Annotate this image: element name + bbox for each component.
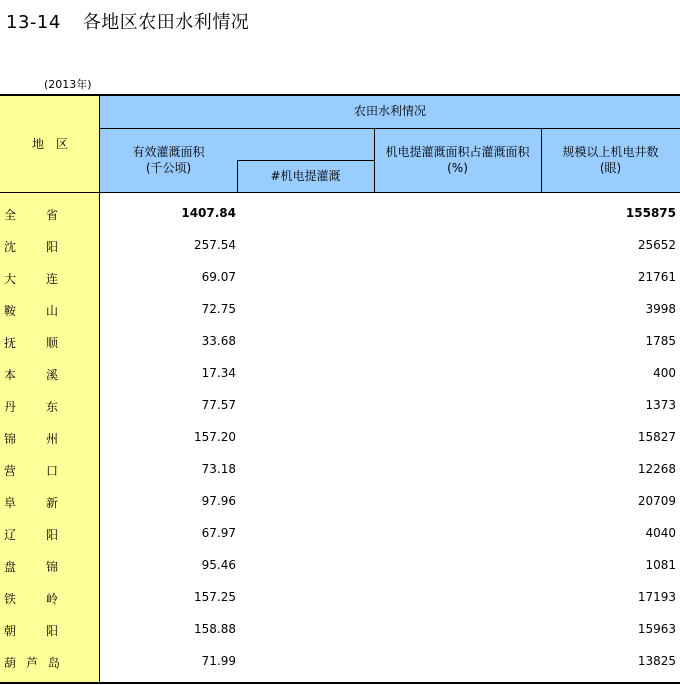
region-char: 锦 (45, 560, 58, 574)
irrigated-area-value: 73.18 (201, 462, 236, 476)
table-number: 13-14 (6, 12, 61, 33)
header-divider (100, 128, 680, 129)
region-char: 芦 (25, 656, 38, 670)
well-count-value: 15827 (637, 430, 676, 444)
irrigated-area-value: 69.07 (201, 270, 236, 284)
table-row (0, 518, 680, 550)
table-row (0, 582, 680, 614)
irrigated-area-value: 157.20 (194, 430, 236, 444)
well-count-value: 17193 (637, 590, 676, 604)
region-char: 葫 (4, 656, 17, 670)
region-char: 大 (4, 272, 17, 286)
year-label: (2013年) (44, 78, 92, 91)
region-char: 顺 (45, 336, 58, 350)
irrigated-area-value: 72.75 (201, 302, 236, 316)
col2-header: #机电提灌溉 (270, 169, 341, 183)
region-char: 沈 (4, 240, 17, 254)
col1-header (100, 144, 237, 176)
region-char: 省 (45, 208, 58, 222)
table-row (0, 262, 680, 294)
region-char: 阳 (45, 528, 58, 542)
region-char: 营 (4, 464, 17, 478)
well-count-value: 12268 (637, 462, 676, 476)
well-count-value: 1785 (645, 334, 676, 348)
col3-unit: (%) (447, 161, 468, 175)
region-name (4, 494, 58, 511)
region-char: 朝 (4, 624, 17, 638)
well-count-value: 25652 (637, 238, 676, 252)
region-name (4, 366, 58, 383)
region-char: 阳 (45, 624, 58, 638)
table-title: 各地区农田水利情况 (82, 12, 250, 33)
well-count-value: 20709 (637, 494, 676, 508)
irrigated-area-value: 1407.84 (181, 206, 236, 220)
col3-header (374, 144, 541, 176)
region-name (4, 398, 58, 415)
irrigated-area-value: 17.34 (201, 366, 236, 380)
col4-header (541, 144, 680, 176)
region-name (4, 334, 58, 351)
region-char: 阳 (45, 240, 58, 254)
col1-unit: (千公顷) (145, 161, 192, 175)
irrigated-area-value: 95.46 (201, 558, 236, 572)
region-char: 岛 (47, 656, 60, 670)
region-char: 本 (4, 368, 17, 382)
well-count-value: 155875 (625, 206, 676, 220)
irrigated-area-value: 77.57 (201, 398, 236, 412)
irrigated-area-value: 33.68 (201, 334, 236, 348)
region-char: 连 (45, 272, 58, 286)
table-row (0, 294, 680, 326)
region-char: 新 (45, 496, 58, 510)
well-count-value: 1081 (645, 558, 676, 572)
col3-label: 机电提灌溉面积占灌溉面积 (385, 145, 530, 159)
table-row (0, 390, 680, 422)
well-count-value: 13825 (637, 654, 676, 668)
table-row (0, 646, 680, 678)
region-name (4, 622, 58, 639)
region-name (4, 526, 58, 543)
col4-label: 规模以上机电井数 (562, 145, 659, 159)
col1-label: 有效灌溉面积 (132, 145, 205, 159)
region-char: 全 (4, 208, 17, 222)
region-name (4, 654, 60, 671)
region-name (4, 590, 58, 607)
col4-unit: (眼) (599, 161, 622, 175)
region-char: 山 (45, 304, 58, 318)
region-char: 丹 (4, 400, 17, 414)
table-row (0, 230, 680, 262)
region-name (4, 558, 58, 575)
top-rule (0, 94, 680, 96)
region-char: 岭 (45, 592, 58, 606)
irrigated-area-value: 157.25 (194, 590, 236, 604)
region-char: 阜 (4, 496, 17, 510)
bottom-rule (0, 682, 680, 684)
well-count-value: 15963 (637, 622, 676, 636)
region-name (4, 270, 58, 287)
region-char: 锦 (4, 432, 17, 446)
group-header: 农田水利情况 (353, 104, 426, 118)
irrigated-area-value: 97.96 (201, 494, 236, 508)
region-name (4, 302, 58, 319)
table-row (0, 550, 680, 582)
region-header: 地 区 (31, 137, 68, 151)
subheader-divider (237, 160, 374, 161)
region-char: 抚 (4, 336, 17, 350)
well-count-value: 1373 (645, 398, 676, 412)
irrigated-area-value: 67.97 (201, 526, 236, 540)
well-count-value: 21761 (637, 270, 676, 284)
region-char: 口 (45, 464, 58, 478)
page-title (6, 8, 249, 34)
table-row (0, 198, 680, 230)
table-row (0, 486, 680, 518)
irrigated-area-value: 257.54 (194, 238, 236, 252)
header-bottom-rule (0, 192, 680, 193)
region-name (4, 430, 58, 447)
table-row (0, 358, 680, 390)
region-char: 州 (45, 432, 58, 446)
well-count-value: 3998 (645, 302, 676, 316)
table-row (0, 614, 680, 646)
region-char: 溪 (45, 368, 58, 382)
irrigated-area-value: 71.99 (201, 654, 236, 668)
region-char: 铁 (4, 592, 17, 606)
region-char: 东 (45, 400, 58, 414)
region-char: 盘 (4, 560, 17, 574)
table-row (0, 454, 680, 486)
region-name (4, 206, 58, 223)
region-char: 辽 (4, 528, 17, 542)
region-name (4, 238, 58, 255)
table-row (0, 422, 680, 454)
irrigated-area-value: 158.88 (194, 622, 236, 636)
region-name (4, 462, 58, 479)
table-row (0, 326, 680, 358)
region-char: 鞍 (4, 304, 17, 318)
well-count-value: 400 (653, 366, 676, 380)
well-count-value: 4040 (645, 526, 676, 540)
